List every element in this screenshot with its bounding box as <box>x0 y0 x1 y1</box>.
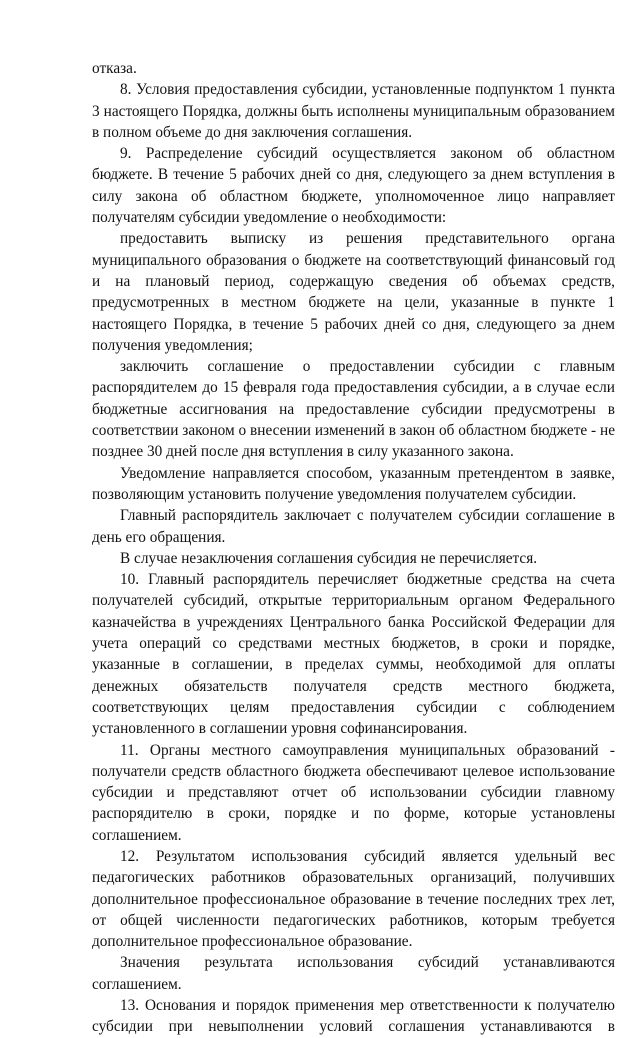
paragraph-notification-method: Уведомление направляется способом, указанным претендентом в заявке, позволяющим установить получение уведомления получателем субсидии. <box>92 464 615 503</box>
paragraph-12: 12. Результатом использования субсидий является удельный вес педагогических работников образовательных организаций, получивших дополнительное профессиональное образование в течение последних трех лет, от общей численности педагогических работников, которым требуется дополнительное профессиональное образование. <box>92 847 615 951</box>
paragraph-11: 11. Органы местного самоуправления муниципальных образований - получатели средств областного бюджета обеспечивают целевое использование субсидии и представляют отчет об использовании субсидии главному распорядителю в сроки, порядке и по форме, которые установлены соглашением. <box>92 741 615 844</box>
paragraph-10: 10. Главный распорядитель перечисляет бюджетные средства на счета получателей субсидий, открытые территориальным органом Федерального казначейства в учреждениях Центрального банка Российской Федерации для учета операций со средствами местных бюджетов, в сроки и порядке, указанные в соглашении, в пределах суммы, необходимой для оплаты денежных обязательств получателя средств местного бюджета, соответствующих целям предоставления субсидии с соблюдением установленного в соглашении уровня софинансирования. <box>92 571 615 738</box>
paragraph-13: 13. Основания и порядок применения мер ответственности к получателю субсидии при невыполнении условий соглашения устанавливаются в <box>92 997 615 1036</box>
document-page <box>92 58 615 1038</box>
paragraph-8: 8. Условия предоставления субсидии, установленные подпунктом 1 пункта 3 настоящего Порядка, должны быть исполнены муниципальным образованием в полном объеме до дня заключения соглашения. <box>92 81 615 141</box>
paragraph-9-item-agreement: заключить соглашение о предоставлении субсидии с главным распорядителем до 15 февраля года предоставления субсидии, а в случае если бюджетные ассигнования на предоставление субсидии предусмотрены в соответствии законом о внесении изменений в закон об областном бюджете - не позднее 30 дней после дня вступления в силу указанного закона. <box>92 358 615 461</box>
paragraph-agreement-conclusion: Главный распорядитель заключает с получателем субсидии соглашение в день его обращения. <box>92 507 615 546</box>
paragraph-9-item-budget-extract: предоставить выписку из решения представительного органа муниципального образования о бюджете на соответствующий финансовый год и на плановый период, содержащую сведения об объемах средств, предусмотренных в местном бюджете на цели, указанные в пункте 1 настоящего Порядка, в течение 5 рабочих дней со дня, следующего за днем получения уведомления; <box>92 230 615 354</box>
paragraph-no-agreement: В случае незаключения соглашения субсидия не перечисляется. <box>120 549 538 567</box>
paragraph-continuation: отказа. <box>92 60 137 77</box>
paragraph-9: 9. Распределение субсидий осуществляется законом об областном бюджете. В течение 5 рабочих дней со дня, следующего за днем вступления в силу закона об областном бюджете, уполномоченное лицо направляет получателям субсидии уведомление о необходимости: <box>92 145 615 227</box>
paragraph-result-values: Значения результата использования субсидий устанавливаются соглашением. <box>92 954 615 993</box>
